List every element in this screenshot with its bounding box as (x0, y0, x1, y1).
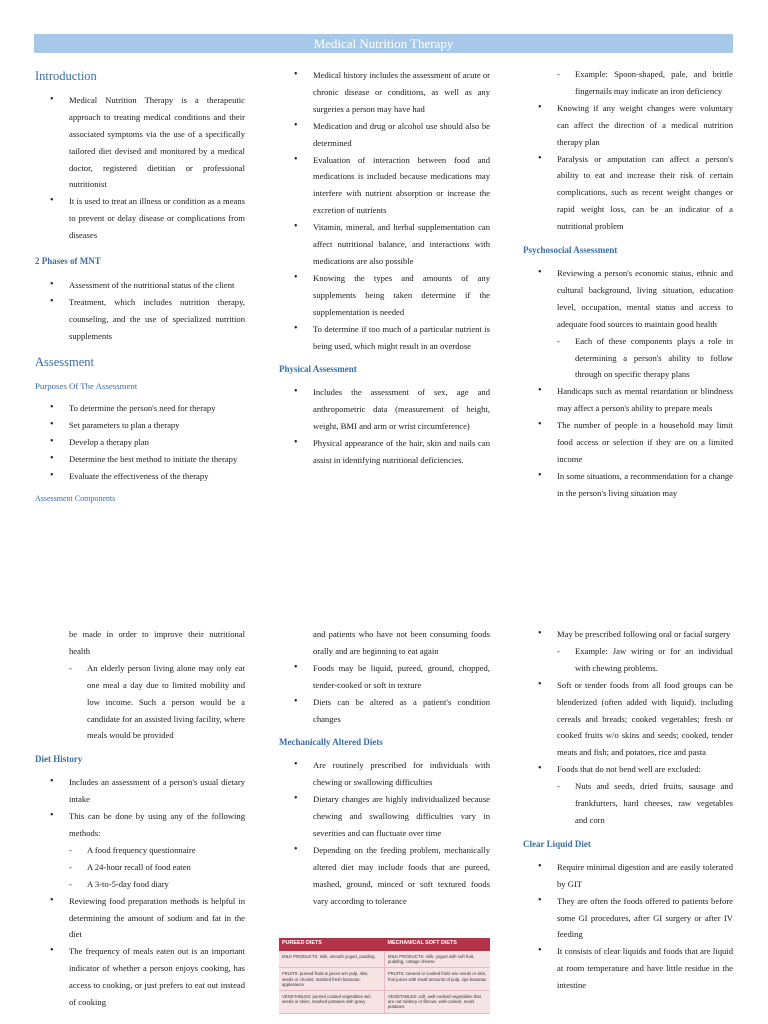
physical-assessment-list (279, 384, 490, 469)
list-item: - An elderly person living alone may only eat one meal a day due to limited mobility and low income. Such a person would be a candidate for an assisted living facility, where meals would be provided (35, 660, 245, 745)
diet-comparison-table (279, 938, 490, 1024)
list-item: • Evaluation of interaction between food and medications is included because medications may interfere with nutrient absorption or increase the excretion of nutrients (279, 152, 490, 220)
table-cell: FRUITS: pureed fruits & juices w/o pulp, skin, seeds or chunks; mashed fresh bananas; applesauce (279, 968, 385, 990)
table-cell: VEGETABLES: pureed cooked vegetables w/o seeds or skins, mashed potatoes with gravy (279, 991, 385, 1013)
list-item: • In some situations, a recommendation for a change in the person's living situation may (523, 468, 733, 502)
list-item: • Knowing if any weight changes were voluntary can affect the direction of a medical nutrition therapy plan (523, 100, 733, 151)
list-item: • Paralysis or amputation can affect a person's ability to eat and increase their risk of certain complications, such as recent weight changes or rapid weight loss, can be an indicator of a nutritional problem (523, 151, 733, 236)
list-item: • Reviewing food preparation methods is helpful in determining the amount of sodium and fat in the diet (35, 893, 245, 944)
list-item: • Evaluate the effectiveness of the therapy (35, 468, 245, 485)
table-row (279, 968, 490, 991)
bottom-column-2 (279, 626, 490, 910)
list-item: • Diets can be altered as a patient's condition changes (279, 694, 490, 728)
psychosocial-list (523, 265, 733, 502)
mechanical-soft-list (523, 626, 733, 829)
list-item: • Reviewing a person's economic status, ethnic and cultural background, living situation, education level, occupation, mental status and access to adequate food sources to maintain good health (523, 265, 733, 333)
physical-assessment-heading: Physical Assessment (279, 364, 357, 375)
list-item: • Knowing the types and amounts of any supplements being taken determine if the supplementation is needed (279, 270, 490, 321)
list-item: - A 24-hour recall of food eaten (35, 859, 245, 876)
list-item: • Require minimal digestion and are easily tolerated by GIT (523, 859, 733, 893)
mechanically-altered-list (279, 757, 490, 909)
list-item: - A 3-to-5-day food diary (35, 876, 245, 893)
diet-history-heading: Diet History (35, 754, 83, 765)
table-cell: VEGETABLES: soft, well-cooked vegetables that are not rubbery or fibrous, well-cooked, moist potatoes (385, 991, 490, 1013)
list-item: • They are often the foods offered to patients before some GI procedures, after GI surgery or after IV feeding (523, 893, 733, 944)
list-item: • The number of people in a household may limit food access or selection if they are on a limited income (523, 417, 733, 468)
table-cell: FRUITS: canned or cooked fruits w/o seeds or skin, fruit juices with small amounts of pulp, ripe bananas (385, 968, 490, 990)
list-item: • Treatment, which includes nutrition therapy, counseling, and the use of specialized nutrition supplements (35, 294, 245, 345)
list-item: • Set parameters to plan a therapy (35, 417, 245, 434)
list-item: • Assessment of the nutritional status of the client (35, 277, 245, 294)
top-column-3 (523, 66, 733, 502)
table-row (279, 991, 490, 1014)
list-item: • Foods that do not bend well are excluded: (523, 761, 733, 778)
list-item: - Example: Spoon-shaped, pale, and brittle fingernails may indicate an iron deficiency (523, 66, 733, 100)
table-header-cell: PUREED DIETS (279, 938, 385, 951)
list-item: - A food frequency questionnaire (35, 842, 245, 859)
list-item: - Each of these components plays a role in determining a person's ability to follow through on specific therapy plans (523, 333, 733, 384)
introduction-list (35, 92, 245, 244)
mechanically-altered-heading: Mechanically Altered Diets (279, 737, 383, 748)
list-item: • May be prescribed following oral or facial surgery (523, 626, 733, 643)
list-item: • Develop a therapy plan (35, 434, 245, 451)
medical-history-list (279, 67, 490, 354)
list-item: • Medical Nutrition Therapy is a therapeutic approach to treating medical conditions and their associated symptoms via the use of a specifically tailored diet devised and monitored by a medical doctor, registered dietitian or professional nutritionist (35, 92, 245, 193)
bottom-column-1 (35, 626, 245, 1011)
list-item: • This can be done by using any of the following methods: (35, 808, 245, 842)
list-item: • Vitamin, mineral, and herbal supplementation can affect nutritional balance, and interactions with medications are also possible (279, 219, 490, 270)
list-item: • Medication and drug or alcohol use should also be determined (279, 118, 490, 152)
list-item: • Handicaps such as mental retardation or blindness may affect a person's ability to prepare meals (523, 383, 733, 417)
continuation-text: be made in order to improve their nutritional health (69, 629, 245, 656)
table-cell: MILK PRODUCTS: milk, smooth yogurt, pudding (279, 951, 385, 967)
physical-continued-list (523, 66, 733, 235)
list-item: • Are routinely prescribed for individuals with chewing or swallowing difficulties (279, 757, 490, 791)
continuation-text: and patients who have not been consuming foods orally and are beginning to eat again (313, 629, 490, 656)
document-title: Medical Nutrition Therapy (34, 34, 733, 53)
clear-liquid-heading: Clear Liquid Diet (523, 838, 591, 849)
diet-texture-list (279, 660, 490, 728)
components-heading: Assessment Components (35, 493, 116, 503)
bottom-column-3 (523, 626, 733, 994)
list-item: - Nuts and seeds, dried fruits, sausage and frankfurters, hard cheeses, raw vegetables and corn (523, 778, 733, 829)
list-item: • Depending on the feeding problem, mechanically altered diet may include foods that are pureed, mashed, ground, minced or soft textured foods vary according to tolerance (279, 842, 490, 910)
list-item: • To determine if too much of a particular nutrient is being used, which might result in an overdose (279, 321, 490, 355)
list-item: • It is used to treat an illness or condition as a means to prevent or delay disease or complications from diseases (35, 193, 245, 244)
list-item: • Determine the best method to initiate the therapy (35, 451, 245, 468)
top-column-2 (279, 67, 490, 469)
list-item: • Includes an assessment of a person's usual dietary intake (35, 774, 245, 808)
clear-liquid-list (523, 859, 733, 994)
living-situation-list (35, 660, 245, 745)
purposes-heading: Purposes Of The Assessment (35, 380, 138, 391)
list-item: • Dietary changes are highly individualized because chewing and swallowing difficulties vary in severities and can fluctuate over time (279, 791, 490, 842)
psychosocial-heading: Psychosocial Assessment (523, 245, 618, 256)
table-cell: MILK PRODUCTS: milk, yogurt with soft fruit, pudding, cottage cheese (385, 951, 490, 967)
assessment-heading: Assessment (35, 354, 95, 369)
list-item: • Physical appearance of the hair, skin and nails can assist in identifying nutritional deficiencies. (279, 435, 490, 469)
list-item: • Includes the assessment of sex, age and anthropometric data (measurement of height, weight, BMI and arm or wrist circumference) (279, 384, 490, 435)
diet-history-list (35, 774, 245, 1011)
phases-list (35, 277, 245, 345)
list-item: • It consists of clear liquids and foods that are liquid at room temperature and have little residue in the intestine (523, 943, 733, 994)
table-row (279, 951, 490, 968)
list-item: • Soft or tender foods from all food groups can be blenderized (often added with liquid). including cereals and breads; cooked vegetables; fresh or cooked fruits w/o skins and seeds; cooked, tender meats and fish; and potatoes, rice and pasta (523, 677, 733, 762)
introduction-heading: Introduction (35, 69, 97, 83)
phases-heading: 2 Phases of MNT (35, 256, 101, 267)
table-header-cell: MECHANICAL SOFT DIETS (385, 938, 491, 951)
table-header (279, 938, 490, 951)
purposes-list (35, 400, 245, 485)
list-item: • To determine the person's need for therapy (35, 400, 245, 417)
top-column-1 (35, 68, 245, 508)
list-item: - Example: Jaw wiring or for an individual with chewing problems. (523, 643, 733, 677)
list-item: • Foods may be liquid, pureed, ground, chopped, tender-cooked or soft in texture (279, 660, 490, 694)
list-item: • Medical history includes the assessment of acute or chronic disease or conditions, as well as any surgeries a person may have had (279, 67, 490, 118)
list-item: • The frequency of meals eaten out is an important indicator of whether a person enjoys cooking, has access to cooking, or just prefers to eat out instead of cooking (35, 943, 245, 1011)
